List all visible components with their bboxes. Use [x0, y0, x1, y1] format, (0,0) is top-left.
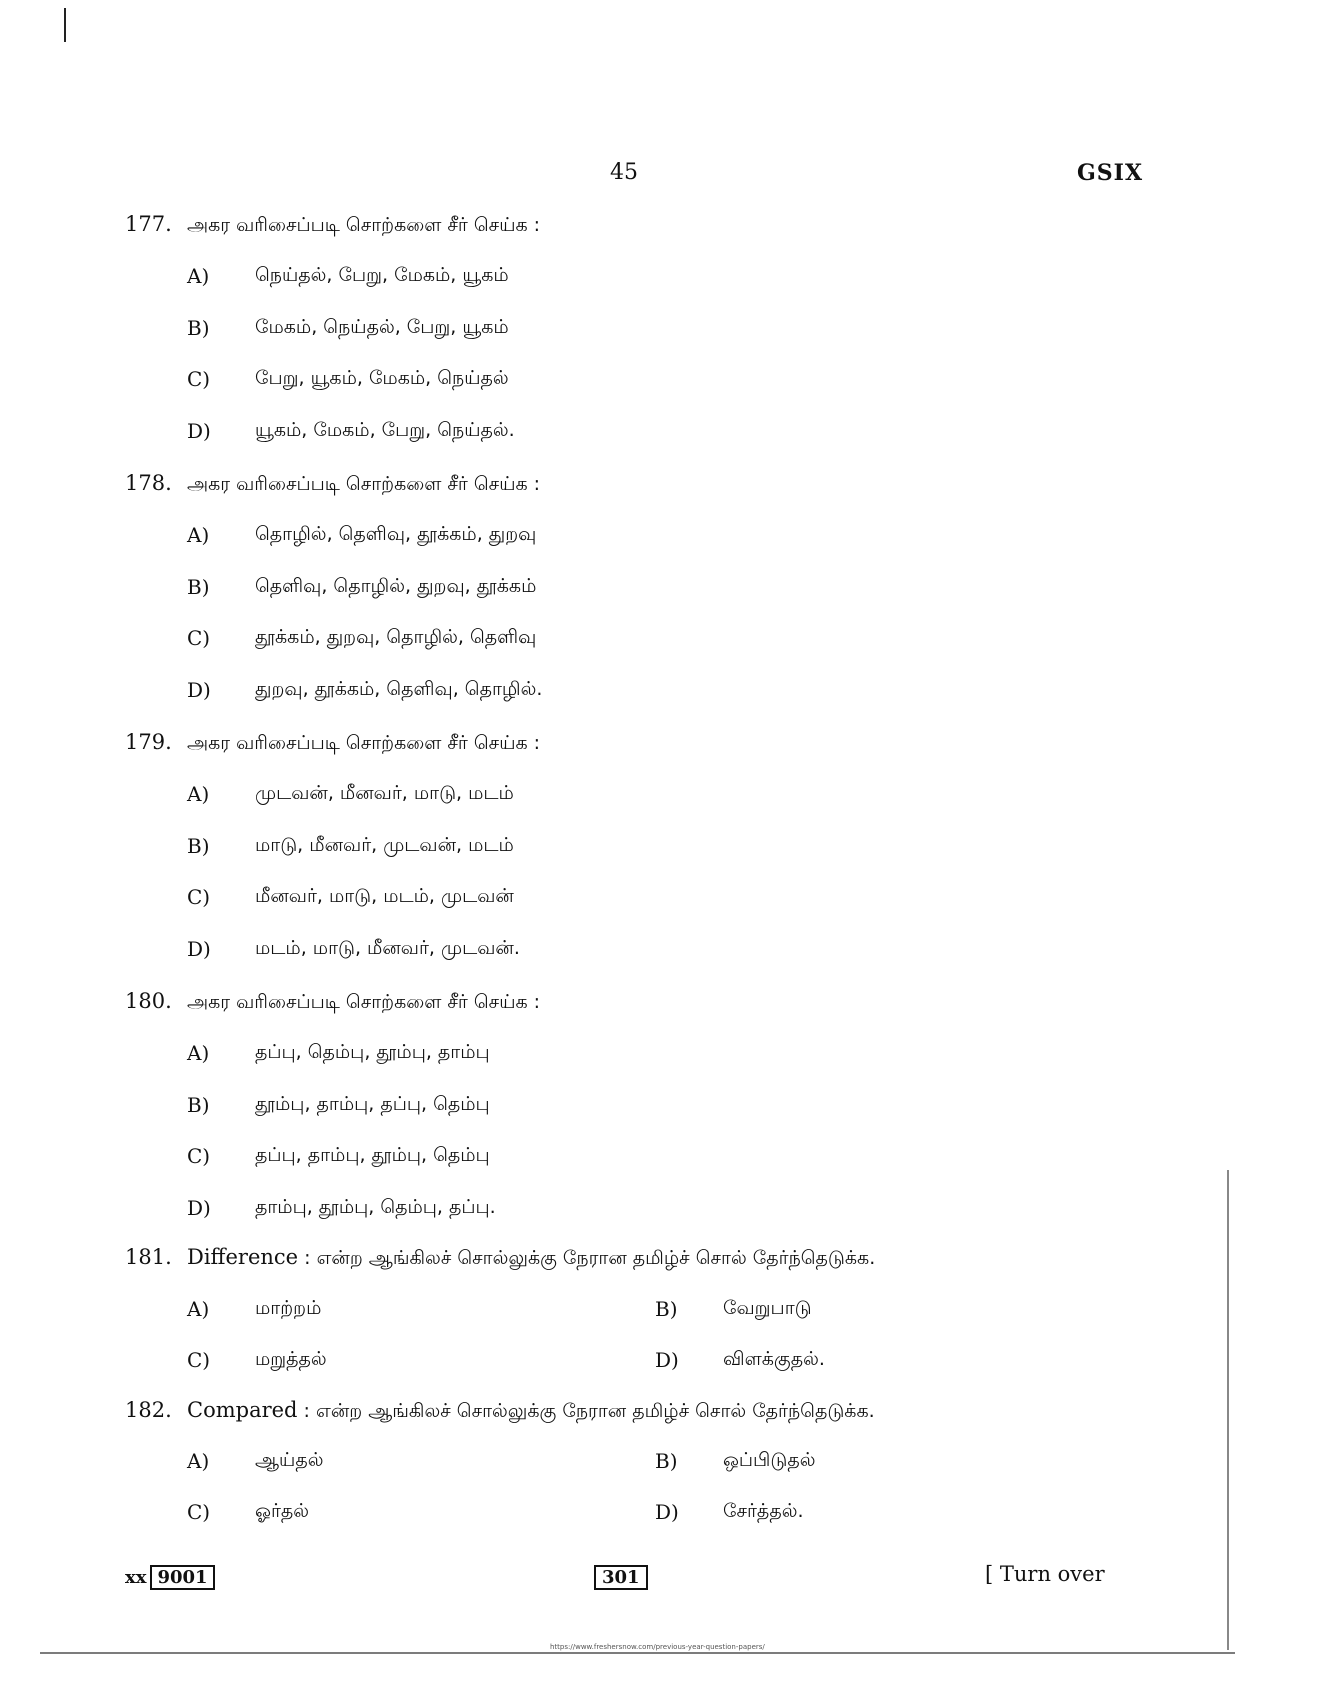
option-letter: A) — [187, 1449, 210, 1473]
question-number: 180. — [125, 989, 172, 1013]
option-text: ஒப்பிடுதல் — [723, 1449, 816, 1471]
option-text: சேர்த்தல். — [723, 1500, 804, 1522]
option-text: மறுத்தல் — [255, 1348, 327, 1370]
option-letter: A) — [187, 264, 210, 288]
option-text: ஆய்தல் — [255, 1449, 324, 1471]
option-text: வேறுபாடு — [723, 1297, 812, 1319]
question-182 — [125, 1398, 875, 1425]
question-number: 177. — [125, 212, 172, 236]
option-text: மேகம், நெய்தல், பேறு, யூகம் — [255, 316, 509, 338]
question-number: 181. — [125, 1245, 172, 1269]
option-letter: A) — [187, 1041, 210, 1065]
option-text: ஓர்தல் — [255, 1500, 310, 1522]
option-letter: D) — [187, 1196, 211, 1220]
sheet-number: 301 — [594, 1565, 648, 1590]
page-number: 45 — [610, 160, 638, 185]
option-text: தூக்கம், துறவு, தொழில், தெளிவு — [255, 626, 537, 648]
option-text: மீனவர், மாடு, மடம், முடவன் — [255, 885, 514, 907]
option-letter: B) — [187, 834, 210, 858]
option-letter: C) — [187, 367, 211, 391]
option-letter: C) — [187, 885, 211, 909]
option-letter: D) — [655, 1500, 679, 1524]
option-letter: B) — [187, 316, 210, 340]
question-keyword: Difference — [187, 1245, 299, 1269]
option-text: தாம்பு, தூம்பு, தெம்பு, தப்பு. — [255, 1196, 496, 1218]
option-letter: D) — [187, 937, 211, 961]
booklet-code-box: 9001 — [150, 1565, 214, 1590]
option-letter: B) — [187, 1093, 210, 1117]
option-text: யூகம், மேகம், பேறு, நெய்தல். — [255, 419, 515, 441]
watermark-url: https://www.freshersnow.com/previous-year-question-papers/ — [550, 1643, 765, 1651]
option-text: தெளிவு, தொழில், துறவு, தூக்கம் — [255, 575, 537, 597]
question-179 — [125, 730, 540, 757]
question-text: அகர வரிசைப்படி சொற்களை சீர் செய்க : — [187, 214, 541, 236]
option-letter: C) — [187, 1144, 211, 1168]
option-letter: B) — [187, 575, 210, 599]
option-letter: C) — [187, 1500, 211, 1524]
question-text: அகர வரிசைப்படி சொற்களை சீர் செய்க : — [187, 732, 541, 754]
turn-over-note: [ Turn over — [985, 1562, 1105, 1586]
option-letter: B) — [655, 1297, 678, 1321]
option-text: பேறு, யூகம், மேகம், நெய்தல் — [255, 367, 509, 389]
option-letter: C) — [187, 1348, 211, 1372]
question-181 — [125, 1245, 875, 1272]
series-code: GSIX — [1077, 160, 1144, 186]
question-number: 182. — [125, 1398, 172, 1422]
scan-edge-right — [1227, 1170, 1229, 1650]
option-text: தூம்பு, தாம்பு, தப்பு, தெம்பு — [255, 1093, 490, 1115]
question-text: அகர வரிசைப்படி சொற்களை சீர் செய்க : — [187, 991, 541, 1013]
scan-edge-bottom — [40, 1652, 1235, 1654]
option-text: மடம், மாடு, மீனவர், முடவன். — [255, 937, 520, 959]
scan-mark — [64, 8, 66, 42]
option-text: துறவு, தூக்கம், தெளிவு, தொழில். — [255, 678, 543, 700]
option-letter: D) — [187, 419, 211, 443]
option-letter: D) — [655, 1348, 679, 1372]
option-text: தப்பு, தாம்பு, தூம்பு, தெம்பு — [255, 1144, 490, 1166]
option-letter: A) — [187, 523, 210, 547]
booklet-code — [125, 1565, 215, 1590]
question-180 — [125, 989, 540, 1016]
option-text: நெய்தல், பேறு, மேகம், யூகம் — [255, 264, 509, 286]
option-letter: C) — [187, 626, 211, 650]
option-text: தப்பு, தெம்பு, தூம்பு, தாம்பு — [255, 1041, 490, 1063]
booklet-prefix: xx — [125, 1567, 147, 1588]
option-letter: A) — [187, 1297, 210, 1321]
question-keyword: Compared — [187, 1398, 298, 1422]
option-letter: D) — [187, 678, 211, 702]
option-letter: A) — [187, 782, 210, 806]
question-number: 179. — [125, 730, 172, 754]
question-text: : என்ற ஆங்கிலச் சொல்லுக்கு நேரான தமிழ்ச் சொல் தேர்ந்தெடுக்க. — [303, 1400, 875, 1422]
question-text: : என்ற ஆங்கிலச் சொல்லுக்கு நேரான தமிழ்ச் சொல் தேர்ந்தெடுக்க. — [304, 1247, 876, 1269]
option-text: விளக்குதல். — [723, 1348, 825, 1370]
option-text: தொழில், தெளிவு, தூக்கம், துறவு — [255, 523, 537, 545]
question-178 — [125, 471, 540, 498]
option-letter: B) — [655, 1449, 678, 1473]
option-text: முடவன், மீனவர், மாடு, மடம் — [255, 782, 514, 804]
question-177 — [125, 212, 540, 239]
option-text: மாடு, மீனவர், முடவன், மடம் — [255, 834, 514, 856]
option-text: மாற்றம் — [255, 1297, 322, 1319]
question-text: அகர வரிசைப்படி சொற்களை சீர் செய்க : — [187, 473, 541, 495]
question-number: 178. — [125, 471, 172, 495]
